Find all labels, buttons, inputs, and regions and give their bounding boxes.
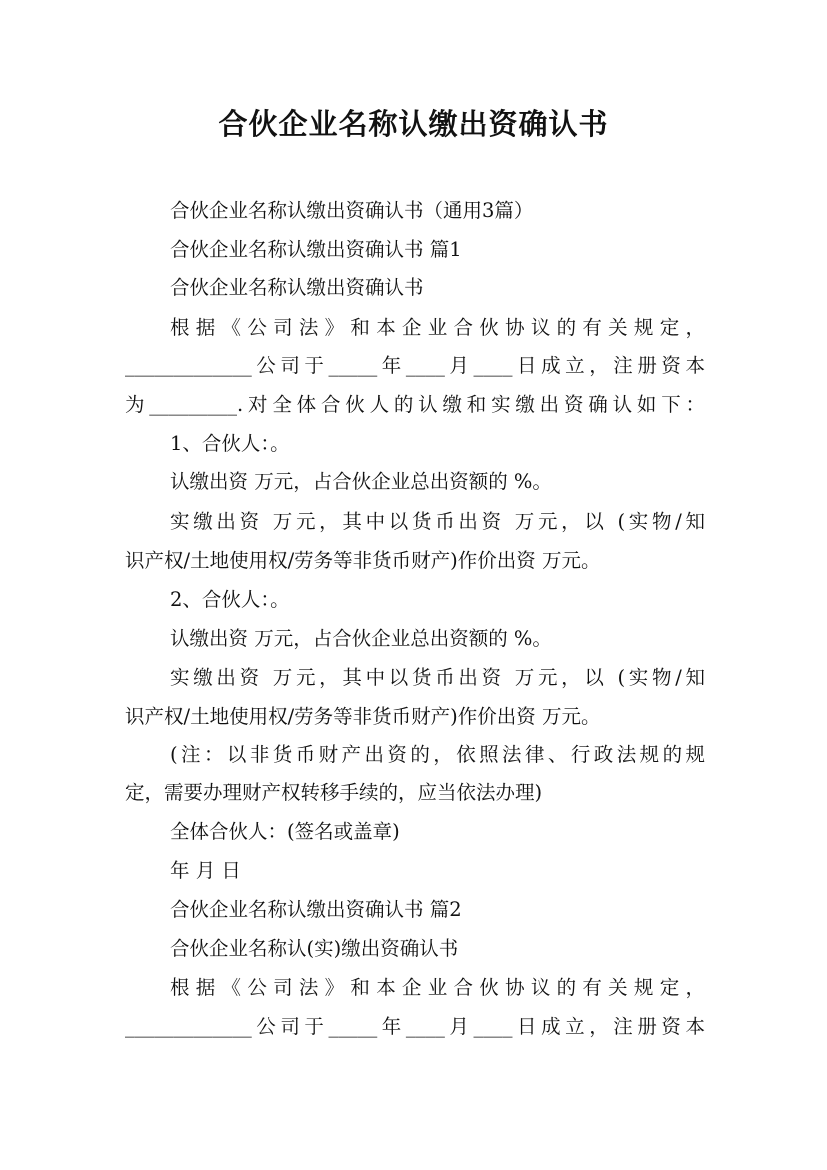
paragraph-line: (注：以非货币财产出资的，依照法律、行政法规的规 [170,743,705,766]
paragraph-line: 合伙企业名称认缴出资确认书（通用3篇） [170,199,534,222]
paragraph-line: _____________公司于_____年____月____日成立，注册资本 [125,354,705,377]
paragraph-line: 定，需要办理财产权转移手续的，应当依法办理) [125,781,543,804]
paragraph-line: 根据《公司法》和本企业合伙协议的有关规定， [170,976,705,999]
paragraph-line: 年 月 日 [170,859,241,882]
paragraph-line: 认缴出资 万元，占合伙企业总出资额的 %。 [170,627,552,650]
paragraph-line: 认缴出资 万元，占合伙企业总出资额的 %。 [170,470,552,493]
paragraph-line: 2、合伙人：。 [170,588,290,611]
paragraph-line: 根据《公司法》和本企业合伙协议的有关规定， [170,316,705,339]
document-title: 合伙企业名称认缴出资确认书 [218,107,609,141]
paragraph-line: 合伙企业名称认缴出资确认书 [170,276,424,299]
paragraph-line: 实缴出资 万元，其中以货币出资 万元，以 (实物/知 [170,510,705,533]
paragraph-line: 合伙企业名称认(实)缴出资确认书 [170,937,459,960]
paragraph-line: 合伙企业名称认缴出资确认书 篇1 [170,238,462,261]
paragraph-line: 全体合伙人：(签名或盖章) [170,820,400,843]
paragraph-line: 识产权/土地使用权/劳务等非货币财产)作价出资 万元。 [125,705,601,728]
paragraph-line: 合伙企业名称认缴出资确认书 篇2 [170,898,462,921]
paragraph-line: 为_________.对全体合伙人的认缴和实缴出资确认如下： [125,393,705,416]
paragraph-line: _____________公司于_____年____月____日成立，注册资本 [125,1015,705,1038]
paragraph-line: 识产权/土地使用权/劳务等非货币财产)作价出资 万元。 [125,549,601,572]
paragraph-line: 实缴出资 万元，其中以货币出资 万元，以 (实物/知 [170,666,705,689]
paragraph-line: 1、合伙人：。 [170,432,290,455]
